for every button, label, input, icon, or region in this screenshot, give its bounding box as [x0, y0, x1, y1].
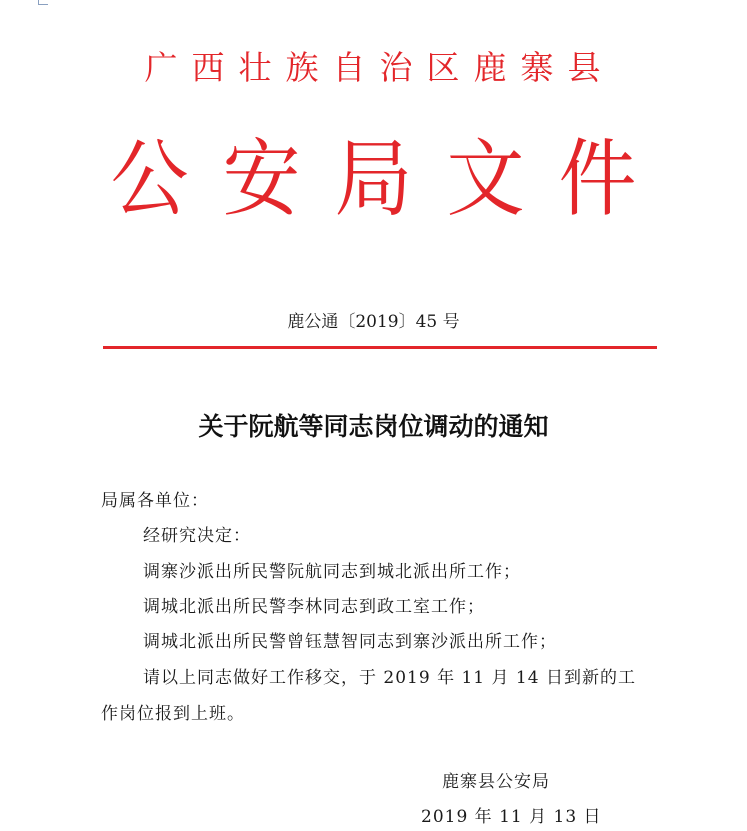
body-paragraph: 调寨沙派出所民警阮航同志到城北派出所工作； — [143, 562, 521, 582]
salutation: 局属各单位： — [101, 491, 209, 511]
page-corner-mark — [38, 0, 48, 5]
signature-date: 2019 年 11 月 13 日 — [421, 807, 602, 827]
body-paragraph: 请以上同志做好工作移交，于 2019 年 11 月 14 日到新的工 — [143, 668, 636, 688]
document-title: 关于阮航等同志岗位调动的通知 — [198, 412, 549, 441]
body-paragraph-continuation: 作岗位报到上班。 — [101, 704, 245, 724]
document-number: 鹿公通〔2019〕45 号 — [287, 312, 460, 332]
red-divider-line — [103, 346, 657, 349]
issuer-region-heading: 广西壮族自治区鹿寨县 — [144, 48, 615, 87]
signature-organization: 鹿寨县公安局 — [442, 772, 550, 792]
body-paragraph: 调城北派出所民警李林同志到政工室工作； — [143, 597, 485, 617]
body-paragraph: 调城北派出所民警曾钰慧智同志到寨沙派出所工作； — [143, 632, 557, 652]
body-paragraph: 经研究决定： — [143, 526, 251, 546]
issuer-document-heading: 公安局文件 — [110, 131, 671, 229]
